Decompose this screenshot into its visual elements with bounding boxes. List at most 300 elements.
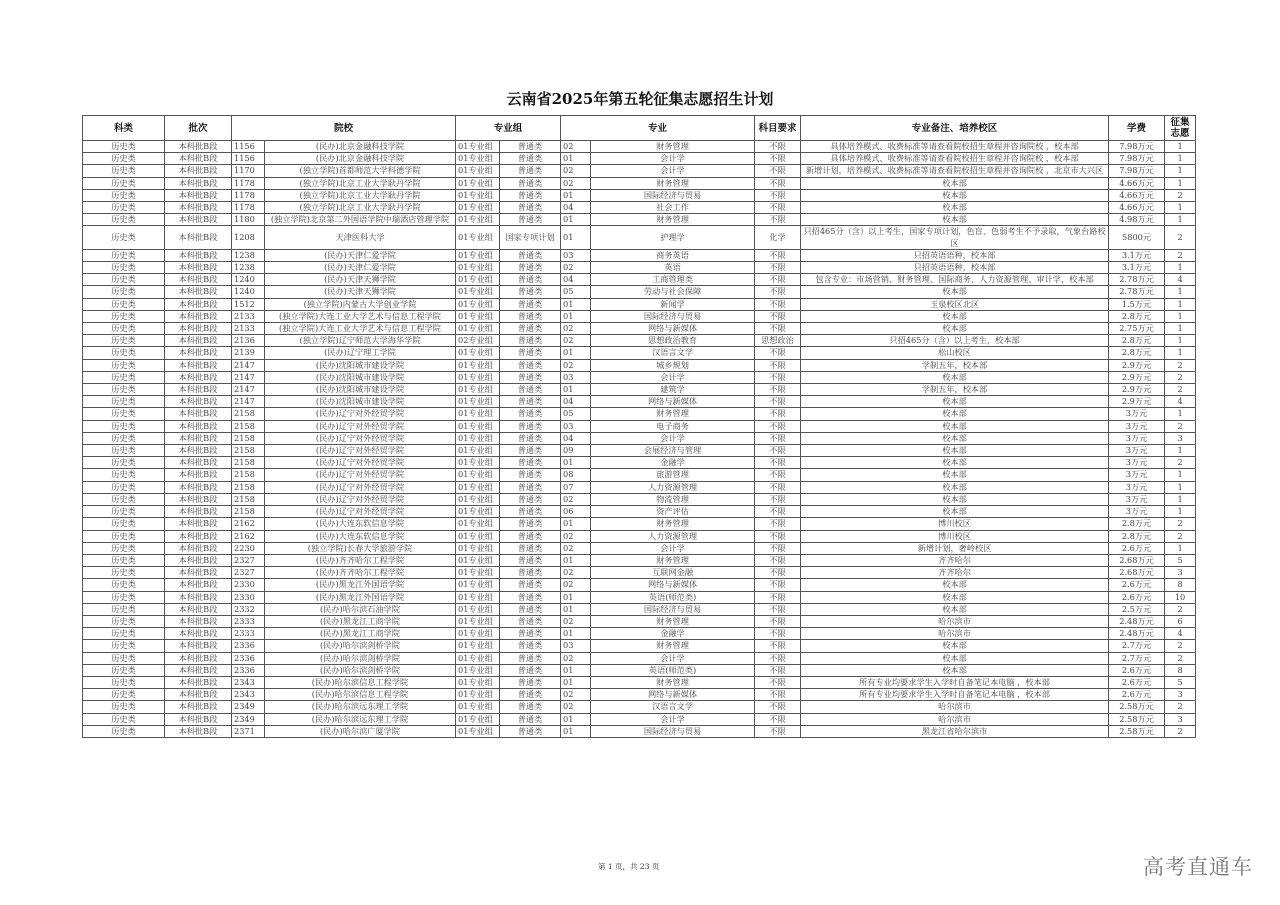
cell-quota: 5 xyxy=(1165,676,1196,688)
cell-group-type: 普通类 xyxy=(500,347,561,359)
cell-major-name: 新闻学 xyxy=(591,298,755,310)
cell-school-name: (民办)哈尔滨广厦学院 xyxy=(265,725,456,737)
cell-quota: 3 xyxy=(1165,567,1196,579)
cell-school-code: 2343 xyxy=(232,689,265,701)
cell-subject-requirement: 不限 xyxy=(755,165,801,177)
cell-school-name: (民办)黑龙江外国语学院 xyxy=(265,591,456,603)
cell-tuition: 4.66万元 xyxy=(1109,177,1165,189)
cell-quota: 1 xyxy=(1165,323,1196,335)
cell-batch: 本科批B段 xyxy=(165,493,232,505)
cell-batch: 本科批B段 xyxy=(165,420,232,432)
cell-school-name: (民办)大连东软信息学院 xyxy=(265,518,456,530)
cell-subject-requirement: 不限 xyxy=(755,579,801,591)
cell-major-code: 02 xyxy=(561,701,591,713)
cell-category: 历史类 xyxy=(83,420,165,432)
cell-category: 历史类 xyxy=(83,652,165,664)
cell-category: 历史类 xyxy=(83,481,165,493)
cell-group-type: 普通类 xyxy=(500,518,561,530)
cell-batch: 本科批B段 xyxy=(165,676,232,688)
table-row xyxy=(83,579,1196,591)
table-row xyxy=(83,286,1196,298)
table-row xyxy=(83,689,1196,701)
cell-tuition: 3万元 xyxy=(1109,457,1165,469)
cell-tuition: 4.66万元 xyxy=(1109,189,1165,201)
cell-notes: 玉泉校区北区 xyxy=(801,298,1109,310)
table-row xyxy=(83,347,1196,359)
cell-group-type: 普通类 xyxy=(500,542,561,554)
cell-subject-requirement: 不限 xyxy=(755,615,801,627)
cell-tuition: 3万元 xyxy=(1109,506,1165,518)
cell-quota: 8 xyxy=(1165,579,1196,591)
cell-school-name: (民办)天津仁爱学院 xyxy=(265,262,456,274)
cell-major-code: 04 xyxy=(561,396,591,408)
cell-major-name: 会计学 xyxy=(591,542,755,554)
cell-group-type: 普通类 xyxy=(500,408,561,420)
cell-category: 历史类 xyxy=(83,457,165,469)
table-row xyxy=(83,141,1196,153)
cell-batch: 本科批B段 xyxy=(165,165,232,177)
cell-batch: 本科批B段 xyxy=(165,579,232,591)
cell-major-name: 人力资源管理 xyxy=(591,530,755,542)
cell-major-code: 08 xyxy=(561,469,591,481)
page-title: 云南省2025年第五轮征集志愿招生计划 xyxy=(506,90,774,108)
cell-group: 01专业组 xyxy=(456,214,500,226)
cell-major-code: 02 xyxy=(561,542,591,554)
table-row xyxy=(83,554,1196,566)
cell-school-name: (民办)沈阳城市建设学院 xyxy=(265,384,456,396)
cell-school-name: (民办)齐齐哈尔工程学院 xyxy=(265,554,456,566)
cell-batch: 本科批B段 xyxy=(165,286,232,298)
cell-group: 01专业组 xyxy=(456,713,500,725)
cell-major-code: 02 xyxy=(561,359,591,371)
cell-category: 历史类 xyxy=(83,518,165,530)
cell-tuition: 2.9万元 xyxy=(1109,359,1165,371)
cell-school-name: (民办)大连东软信息学院 xyxy=(265,530,456,542)
cell-quota: 2 xyxy=(1165,530,1196,542)
cell-group: 01专业组 xyxy=(456,445,500,457)
cell-notes: 哈尔滨市 xyxy=(801,701,1109,713)
cell-school-code: 2139 xyxy=(232,347,265,359)
cell-category: 历史类 xyxy=(83,371,165,383)
cell-group-type: 普通类 xyxy=(500,310,561,322)
cell-notes: 校本部 xyxy=(801,408,1109,420)
cell-group: 01专业组 xyxy=(456,652,500,664)
table-row xyxy=(83,567,1196,579)
cell-major-name: 思想政治教育 xyxy=(591,335,755,347)
cell-school-name: (民办)沈阳城市建设学院 xyxy=(265,371,456,383)
cell-quota: 1 xyxy=(1165,286,1196,298)
cell-group: 01专业组 xyxy=(456,189,500,201)
table-row xyxy=(83,664,1196,676)
table-row xyxy=(83,274,1196,286)
cell-tuition: 2.68万元 xyxy=(1109,554,1165,566)
cell-quota: 4 xyxy=(1165,274,1196,286)
cell-tuition: 2.75万元 xyxy=(1109,323,1165,335)
cell-subject-requirement: 不限 xyxy=(755,518,801,530)
cell-category: 历史类 xyxy=(83,445,165,457)
cell-tuition: 3万元 xyxy=(1109,432,1165,444)
cell-category: 历史类 xyxy=(83,530,165,542)
cell-subject-requirement: 不限 xyxy=(755,640,801,652)
cell-subject-requirement: 不限 xyxy=(755,701,801,713)
cell-major-code: 01 xyxy=(561,676,591,688)
cell-major-name: 电子商务 xyxy=(591,420,755,432)
header-school: 院校 xyxy=(232,116,456,141)
cell-group-type: 普通类 xyxy=(500,286,561,298)
cell-major-name: 劳动与社会保障 xyxy=(591,286,755,298)
cell-group: 01专业组 xyxy=(456,567,500,579)
cell-quota: 3 xyxy=(1165,432,1196,444)
cell-group: 01专业组 xyxy=(456,384,500,396)
cell-notes: 新增计划，培养模式、收费标准等请查看院校招生章程并咨询院校 ，北京市大兴区 xyxy=(801,165,1109,177)
cell-school-code: 2349 xyxy=(232,713,265,725)
cell-batch: 本科批B段 xyxy=(165,249,232,261)
cell-tuition: 2.6万元 xyxy=(1109,689,1165,701)
cell-major-code: 01 xyxy=(561,347,591,359)
cell-notes: 校本部 xyxy=(801,481,1109,493)
table-row xyxy=(83,408,1196,420)
cell-major-name: 财务管理 xyxy=(591,518,755,530)
cell-batch: 本科批B段 xyxy=(165,347,232,359)
cell-major-code: 02 xyxy=(561,615,591,627)
cell-batch: 本科批B段 xyxy=(165,725,232,737)
table-header-row xyxy=(83,116,1196,141)
cell-batch: 本科批B段 xyxy=(165,153,232,165)
cell-category: 历史类 xyxy=(83,153,165,165)
cell-notes: 哈尔滨市 xyxy=(801,615,1109,627)
cell-group: 01专业组 xyxy=(456,640,500,652)
cell-school-code: 2162 xyxy=(232,530,265,542)
cell-tuition: 3万元 xyxy=(1109,420,1165,432)
cell-group-type: 普通类 xyxy=(500,153,561,165)
cell-group: 01专业组 xyxy=(456,554,500,566)
cell-notes: 校本部 xyxy=(801,177,1109,189)
cell-quota: 6 xyxy=(1165,615,1196,627)
header-batch: 批次 xyxy=(165,116,232,141)
table-row xyxy=(83,445,1196,457)
table-row xyxy=(83,725,1196,737)
cell-major-name: 商务英语 xyxy=(591,249,755,261)
cell-notes: 只招英语语种，校本部 xyxy=(801,249,1109,261)
cell-subject-requirement: 化学 xyxy=(755,226,801,249)
cell-school-code: 2158 xyxy=(232,457,265,469)
cell-tuition: 2.78万元 xyxy=(1109,286,1165,298)
cell-group: 01专业组 xyxy=(456,347,500,359)
cell-major-code: 01 xyxy=(561,591,591,603)
cell-school-code: 2327 xyxy=(232,554,265,566)
cell-category: 历史类 xyxy=(83,676,165,688)
cell-notes: 校本部 xyxy=(801,202,1109,214)
cell-group-type: 普通类 xyxy=(500,579,561,591)
cell-school-code: 2371 xyxy=(232,725,265,737)
cell-major-code: 03 xyxy=(561,249,591,261)
cell-tuition: 2.6万元 xyxy=(1109,664,1165,676)
cell-notes: 校本部 xyxy=(801,603,1109,615)
cell-school-code: 2147 xyxy=(232,396,265,408)
table-row xyxy=(83,396,1196,408)
cell-quota: 2 xyxy=(1165,652,1196,664)
cell-quota: 1 xyxy=(1165,469,1196,481)
table-row xyxy=(83,310,1196,322)
table-row xyxy=(83,518,1196,530)
cell-batch: 本科批B段 xyxy=(165,384,232,396)
cell-school-code: 2147 xyxy=(232,371,265,383)
cell-group-type: 普通类 xyxy=(500,603,561,615)
cell-subject-requirement: 不限 xyxy=(755,445,801,457)
cell-category: 历史类 xyxy=(83,384,165,396)
cell-group-type: 普通类 xyxy=(500,359,561,371)
cell-major-name: 财务管理 xyxy=(591,177,755,189)
cell-group: 01专业组 xyxy=(456,530,500,542)
cell-quota: 1 xyxy=(1165,214,1196,226)
cell-group: 01专业组 xyxy=(456,202,500,214)
cell-major-name: 会计学 xyxy=(591,432,755,444)
cell-subject-requirement: 不限 xyxy=(755,506,801,518)
cell-major-name: 网络与新媒体 xyxy=(591,579,755,591)
cell-group-type: 普通类 xyxy=(500,371,561,383)
cell-tuition: 2.6万元 xyxy=(1109,542,1165,554)
cell-notes: 所有专业均要求学生入学时自备笔记本电脑 ，校本部 xyxy=(801,676,1109,688)
cell-major-code: 01 xyxy=(561,153,591,165)
cell-school-name: (民办)辽宁对外经贸学院 xyxy=(265,445,456,457)
cell-group: 01专业组 xyxy=(456,359,500,371)
cell-major-code: 03 xyxy=(561,640,591,652)
header-subject-requirement: 科目要求 xyxy=(755,116,801,141)
header-notes-campus: 专业备注、培养校区 xyxy=(801,116,1109,141)
cell-quota: 5 xyxy=(1165,554,1196,566)
cell-tuition: 2.8万元 xyxy=(1109,530,1165,542)
cell-notes: 校本部 xyxy=(801,469,1109,481)
cell-subject-requirement: 不限 xyxy=(755,371,801,383)
cell-group: 01专业组 xyxy=(456,481,500,493)
cell-major-code: 01 xyxy=(561,628,591,640)
cell-major-name: 财务管理 xyxy=(591,408,755,420)
cell-quota: 1 xyxy=(1165,165,1196,177)
cell-tuition: 2.6万元 xyxy=(1109,591,1165,603)
cell-tuition: 2.7万元 xyxy=(1109,640,1165,652)
cell-major-code: 01 xyxy=(561,226,591,249)
cell-major-code: 04 xyxy=(561,274,591,286)
cell-batch: 本科批B段 xyxy=(165,628,232,640)
cell-school-name: (民办)天津天狮学院 xyxy=(265,274,456,286)
cell-school-code: 2147 xyxy=(232,384,265,396)
cell-major-code: 01 xyxy=(561,384,591,396)
cell-category: 历史类 xyxy=(83,141,165,153)
cell-quota: 2 xyxy=(1165,518,1196,530)
cell-batch: 本科批B段 xyxy=(165,141,232,153)
cell-group: 01专业组 xyxy=(456,298,500,310)
cell-batch: 本科批B段 xyxy=(165,274,232,286)
cell-school-name: (民办)哈尔滨远东理工学院 xyxy=(265,701,456,713)
cell-subject-requirement: 不限 xyxy=(755,542,801,554)
cell-tuition: 2.9万元 xyxy=(1109,396,1165,408)
cell-batch: 本科批B段 xyxy=(165,591,232,603)
cell-school-code: 2158 xyxy=(232,420,265,432)
cell-major-name: 金融学 xyxy=(591,457,755,469)
cell-school-code: 2343 xyxy=(232,676,265,688)
cell-group: 01专业组 xyxy=(456,469,500,481)
cell-notes: 校本部 xyxy=(801,214,1109,226)
cell-quota: 2 xyxy=(1165,359,1196,371)
cell-school-name: (民办)哈尔滨信息工程学院 xyxy=(265,689,456,701)
cell-school-code: 1156 xyxy=(232,141,265,153)
cell-major-code: 02 xyxy=(561,177,591,189)
cell-major-name: 财务管理 xyxy=(591,554,755,566)
cell-major-name: 城乡规划 xyxy=(591,359,755,371)
cell-group: 01专业组 xyxy=(456,676,500,688)
cell-major-code: 02 xyxy=(561,493,591,505)
cell-batch: 本科批B段 xyxy=(165,469,232,481)
cell-tuition: 7.98万元 xyxy=(1109,165,1165,177)
cell-batch: 本科批B段 xyxy=(165,335,232,347)
cell-school-name: (民办)沈阳城市建设学院 xyxy=(265,359,456,371)
cell-school-code: 1180 xyxy=(232,214,265,226)
cell-group: 01专业组 xyxy=(456,725,500,737)
cell-subject-requirement: 不限 xyxy=(755,713,801,725)
cell-tuition: 7.98万元 xyxy=(1109,141,1165,153)
cell-tuition: 2.48万元 xyxy=(1109,628,1165,640)
table-row xyxy=(83,153,1196,165)
cell-tuition: 7.98万元 xyxy=(1109,153,1165,165)
cell-category: 历史类 xyxy=(83,628,165,640)
cell-school-name: (独立学院)长春大学旅游学院 xyxy=(265,542,456,554)
cell-category: 历史类 xyxy=(83,202,165,214)
cell-group-type: 普通类 xyxy=(500,701,561,713)
table-row xyxy=(83,542,1196,554)
cell-major-code: 02 xyxy=(561,323,591,335)
cell-notes: 学制五年，校本部 xyxy=(801,384,1109,396)
cell-group: 01专业组 xyxy=(456,689,500,701)
cell-category: 历史类 xyxy=(83,347,165,359)
cell-notes: 校本部 xyxy=(801,189,1109,201)
cell-group-type: 普通类 xyxy=(500,274,561,286)
cell-tuition: 2.7万元 xyxy=(1109,652,1165,664)
cell-school-code: 2158 xyxy=(232,469,265,481)
cell-group: 01专业组 xyxy=(456,506,500,518)
cell-notes: 校本部 xyxy=(801,420,1109,432)
cell-group-type: 普通类 xyxy=(500,189,561,201)
cell-major-name: 建筑学 xyxy=(591,384,755,396)
cell-group-type: 普通类 xyxy=(500,214,561,226)
cell-major-name: 社会工作 xyxy=(591,202,755,214)
table-row xyxy=(83,615,1196,627)
cell-category: 历史类 xyxy=(83,493,165,505)
cell-school-name: (民办)辽宁理工学院 xyxy=(265,347,456,359)
table-row xyxy=(83,359,1196,371)
cell-school-code: 2327 xyxy=(232,567,265,579)
cell-group-type: 普通类 xyxy=(500,713,561,725)
cell-tuition: 5800元 xyxy=(1109,226,1165,249)
cell-subject-requirement: 不限 xyxy=(755,591,801,603)
cell-quota: 1 xyxy=(1165,262,1196,274)
cell-subject-requirement: 不限 xyxy=(755,359,801,371)
cell-school-name: (民办)北京金融科技学院 xyxy=(265,141,456,153)
cell-major-code: 01 xyxy=(561,518,591,530)
cell-subject-requirement: 不限 xyxy=(755,676,801,688)
cell-batch: 本科批B段 xyxy=(165,189,232,201)
cell-quota: 2 xyxy=(1165,249,1196,261)
cell-tuition: 2.78万元 xyxy=(1109,274,1165,286)
cell-school-name: 天津医科大学 xyxy=(265,226,456,249)
cell-group-type: 普通类 xyxy=(500,567,561,579)
cell-quota: 2 xyxy=(1165,420,1196,432)
cell-subject-requirement: 不限 xyxy=(755,384,801,396)
cell-notes: 校本部 xyxy=(801,310,1109,322)
cell-tuition: 3万元 xyxy=(1109,469,1165,481)
cell-batch: 本科批B段 xyxy=(165,445,232,457)
cell-group: 01专业组 xyxy=(456,664,500,676)
cell-notes: 校本部 xyxy=(801,652,1109,664)
cell-batch: 本科批B段 xyxy=(165,359,232,371)
cell-major-code: 09 xyxy=(561,445,591,457)
cell-notes: 校本部 xyxy=(801,371,1109,383)
cell-group-type: 普通类 xyxy=(500,591,561,603)
cell-quota: 1 xyxy=(1165,310,1196,322)
cell-group-type: 普通类 xyxy=(500,396,561,408)
cell-batch: 本科批B段 xyxy=(165,554,232,566)
cell-batch: 本科批B段 xyxy=(165,298,232,310)
cell-category: 历史类 xyxy=(83,579,165,591)
cell-category: 历史类 xyxy=(83,249,165,261)
cell-quota: 2 xyxy=(1165,189,1196,201)
cell-category: 历史类 xyxy=(83,615,165,627)
cell-group-type: 普通类 xyxy=(500,165,561,177)
cell-major-name: 工商管理类 xyxy=(591,274,755,286)
cell-school-code: 1512 xyxy=(232,298,265,310)
cell-group: 01专业组 xyxy=(456,518,500,530)
cell-school-name: (民办)辽宁对外经贸学院 xyxy=(265,408,456,420)
cell-notes: 具体培养模式、收费标准等请查看院校招生章程并咨询院校 ，校本部 xyxy=(801,153,1109,165)
cell-major-name: 英语(师范类) xyxy=(591,664,755,676)
cell-batch: 本科批B段 xyxy=(165,689,232,701)
cell-notes: 齐齐哈尔 xyxy=(801,554,1109,566)
cell-group: 01专业组 xyxy=(456,371,500,383)
cell-group-type: 普通类 xyxy=(500,676,561,688)
cell-subject-requirement: 不限 xyxy=(755,249,801,261)
cell-school-name: (民办)黑龙江工商学院 xyxy=(265,615,456,627)
cell-notes: 新增计划，奢岭校区 xyxy=(801,542,1109,554)
cell-notes: 只招465分（含）以上考生，国家专项计划，色盲、色弱考生不予录取，气象台路校区 xyxy=(801,226,1109,249)
cell-school-code: 2330 xyxy=(232,579,265,591)
cell-quota: 3 xyxy=(1165,689,1196,701)
cell-school-code: 2333 xyxy=(232,615,265,627)
cell-major-name: 资产评估 xyxy=(591,506,755,518)
cell-quota: 2 xyxy=(1165,725,1196,737)
cell-notes: 校本部 xyxy=(801,579,1109,591)
cell-school-name: (民办)天津天狮学院 xyxy=(265,286,456,298)
cell-major-name: 财务管理 xyxy=(591,615,755,627)
cell-school-code: 2158 xyxy=(232,445,265,457)
table-row xyxy=(83,177,1196,189)
cell-batch: 本科批B段 xyxy=(165,177,232,189)
cell-quota: 1 xyxy=(1165,298,1196,310)
cell-notes: 只招465分（含）以上考生，校本部 xyxy=(801,335,1109,347)
cell-major-name: 会计学 xyxy=(591,371,755,383)
cell-notes: 齐齐哈尔 xyxy=(801,567,1109,579)
cell-notes: 黑龙江省哈尔滨市 xyxy=(801,725,1109,737)
cell-tuition: 2.8万元 xyxy=(1109,347,1165,359)
cell-school-name: (独立学院)北京工业大学耿丹学院 xyxy=(265,177,456,189)
cell-school-name: (民办)辽宁对外经贸学院 xyxy=(265,469,456,481)
cell-school-name: (独立学院)内蒙古大学创业学院 xyxy=(265,298,456,310)
cell-major-name: 会展经济与管理 xyxy=(591,445,755,457)
cell-group-type: 普通类 xyxy=(500,652,561,664)
cell-group: 01专业组 xyxy=(456,396,500,408)
cell-school-code: 2230 xyxy=(232,542,265,554)
cell-category: 历史类 xyxy=(83,359,165,371)
cell-major-name: 汉语言文学 xyxy=(591,347,755,359)
cell-batch: 本科批B段 xyxy=(165,262,232,274)
